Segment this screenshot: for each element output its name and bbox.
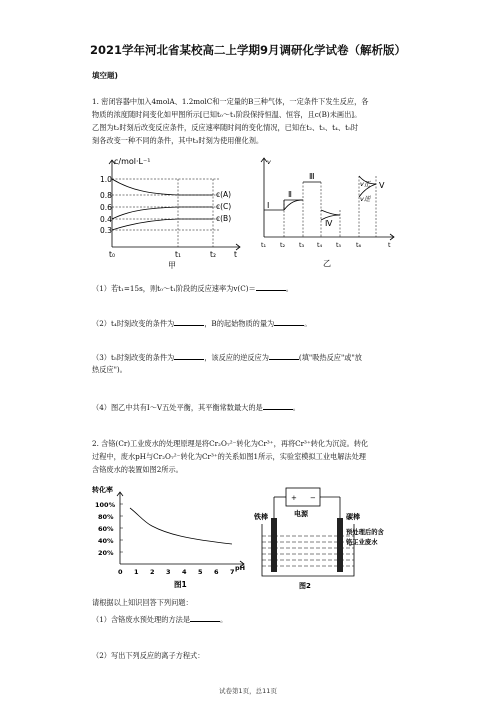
xtick: t₀ <box>109 250 115 259</box>
conversion-chart <box>92 486 252 592</box>
curve-label-a: c(A) <box>216 190 232 199</box>
chart-caption: 乙 <box>323 259 331 268</box>
curve-a <box>112 179 213 195</box>
xtick: t <box>234 250 237 259</box>
conversion-curve <box>130 508 232 544</box>
curve-c <box>112 207 213 219</box>
xtick: t₂ <box>210 250 216 259</box>
q1-sub3: （3）t₅时刻改变的条件为 ，该反应的逆反应为 (填"吸热反应"或"放 <box>92 353 362 362</box>
chart-caption: 甲 <box>168 261 176 270</box>
solution-label-1: 预处理后的含 <box>346 529 384 536</box>
q1-sub1: （1）若t₁=15s，则t₀～t₁阶段的反应速率为v(C)＝ 。 <box>92 284 293 293</box>
region-V: Ⅴ <box>379 181 385 190</box>
answer-blank[interactable] <box>269 352 299 360</box>
q1-line4: 刻各改变一种不同的条件，其中t₃时刻为使用催化剂。 <box>92 136 264 145</box>
q1-line3: 乙图为t₂时刻后改变反应条件，反应速率随时间的变化情况，已知在t₂、t₃、t₄、t₅时 <box>92 123 359 132</box>
xtick: 3 <box>166 568 171 576</box>
q1-sub2: （2）t₄时刻改变的条件为 ，B的起始物质的量为 。 <box>92 319 312 328</box>
xtick: 1 <box>134 568 139 576</box>
region-IV: Ⅳ <box>325 219 333 228</box>
region-III: Ⅲ <box>309 172 315 181</box>
page-footer: 试卷第1页，总11页 <box>219 687 277 695</box>
rate-chart <box>258 152 400 270</box>
region-I: Ⅰ <box>267 201 270 210</box>
answer-blank[interactable] <box>256 283 286 291</box>
ytick: 0.8 <box>100 191 112 200</box>
xtick: t₆ <box>356 241 362 249</box>
curve-label-c: c(C) <box>216 202 232 211</box>
xtick: 6 <box>214 568 219 576</box>
answer-blank[interactable] <box>174 352 204 360</box>
carbon-rod-label: 碳棒 <box>346 513 360 521</box>
region-II: Ⅱ <box>288 190 292 199</box>
xtick: t₄ <box>317 241 323 249</box>
q2-line1: 2. 含铬(Cr)工业废水的处理原理是将Cr₂O₇²⁻转化为Cr³⁺，再将Cr³⁺转化为沉淀。转化 <box>92 439 369 448</box>
page-title: 2021学年河北省某校高二上学期9月调研化学试卷（解析版） <box>89 43 406 57</box>
iron-rod <box>271 518 277 572</box>
curve-label-b: c(B) <box>216 214 232 223</box>
minus-sign: − <box>310 494 316 502</box>
xtick: t₃ <box>299 241 305 249</box>
answer-blank[interactable] <box>274 318 304 326</box>
q2-sub1: （1）含铬废水预处理的方法是 。 <box>92 615 228 624</box>
q1-sub4: （4）图乙中共有Ⅰ～Ⅴ五处平衡，其平衡常数最大的是 。 <box>92 403 300 412</box>
carbon-rod <box>337 518 343 572</box>
ytick: 0.6 <box>100 203 112 212</box>
xtick: t₅ <box>336 241 342 249</box>
concentration-chart <box>100 152 250 270</box>
answer-blank[interactable] <box>263 402 293 410</box>
q2-sub2: （2）写出下列反应的离子方程式： <box>92 651 205 660</box>
section-heading: 填空题) <box>92 71 118 80</box>
xtick: 2 <box>150 568 155 576</box>
q2-line2: 过程中，废水pH与Cr₂O₇²⁻转化为Cr³⁺的关系如图1所示，实验室模拟工业电解法处理 <box>92 452 366 461</box>
power-label: 电源 <box>294 510 308 518</box>
y-axis-label: v <box>267 158 271 166</box>
v-forward-label: v正 <box>360 180 371 188</box>
ytick: 0.4 <box>100 215 112 224</box>
q1-line1: 1. 密闭容器中加入4molA、1.2molC和一定量的B三种气体，一定条件下发生反应，各 <box>92 97 369 106</box>
figure-caption: 图2 <box>299 582 311 590</box>
v-reverse-label: v逆 <box>360 195 371 203</box>
answer-blank[interactable] <box>174 318 204 326</box>
electrolysis-apparatus <box>254 484 404 594</box>
iron-rod-label: 铁棒 <box>254 513 268 521</box>
ytick: 80% <box>98 513 114 521</box>
ytick: 1.0 <box>100 175 112 184</box>
xtick: t₁ <box>261 241 267 249</box>
xtick: t₂ <box>280 241 286 249</box>
curve-b <box>112 219 213 230</box>
x-axis-label: pH <box>235 564 246 572</box>
xtick: 4 <box>182 568 187 576</box>
y-axis-label: 转化率 <box>92 486 113 494</box>
ytick: 20% <box>98 549 114 557</box>
q2-line3: 含铬废水的装置如图2所示。 <box>92 465 183 474</box>
xtick: t <box>388 241 391 249</box>
solution-label-2: 铬工业废水 <box>346 539 378 546</box>
xtick: t₁ <box>175 250 181 259</box>
ytick: 0.3 <box>100 226 112 235</box>
q1-line2: 物质的浓度随时间变化如甲图所示[已知t₀～t₁阶段保持恒温、恒容，且c(B)未画出]。 <box>92 110 362 119</box>
xtick: 7 <box>230 568 235 576</box>
ytick: 100% <box>95 501 116 509</box>
xtick: 0 <box>118 568 123 576</box>
q2-intro: 请根据以上知识回答下列问题： <box>92 598 193 607</box>
plus-sign: + <box>291 494 297 502</box>
q1-sub3-cont: 热反应")。 <box>92 365 127 374</box>
y-axis-label: c/mol·L⁻¹ <box>114 157 151 166</box>
answer-blank[interactable] <box>190 614 220 622</box>
chart-caption: 图1 <box>174 580 187 589</box>
ytick: 40% <box>98 537 114 545</box>
ytick: 60% <box>98 525 114 533</box>
xtick: 5 <box>198 568 203 576</box>
